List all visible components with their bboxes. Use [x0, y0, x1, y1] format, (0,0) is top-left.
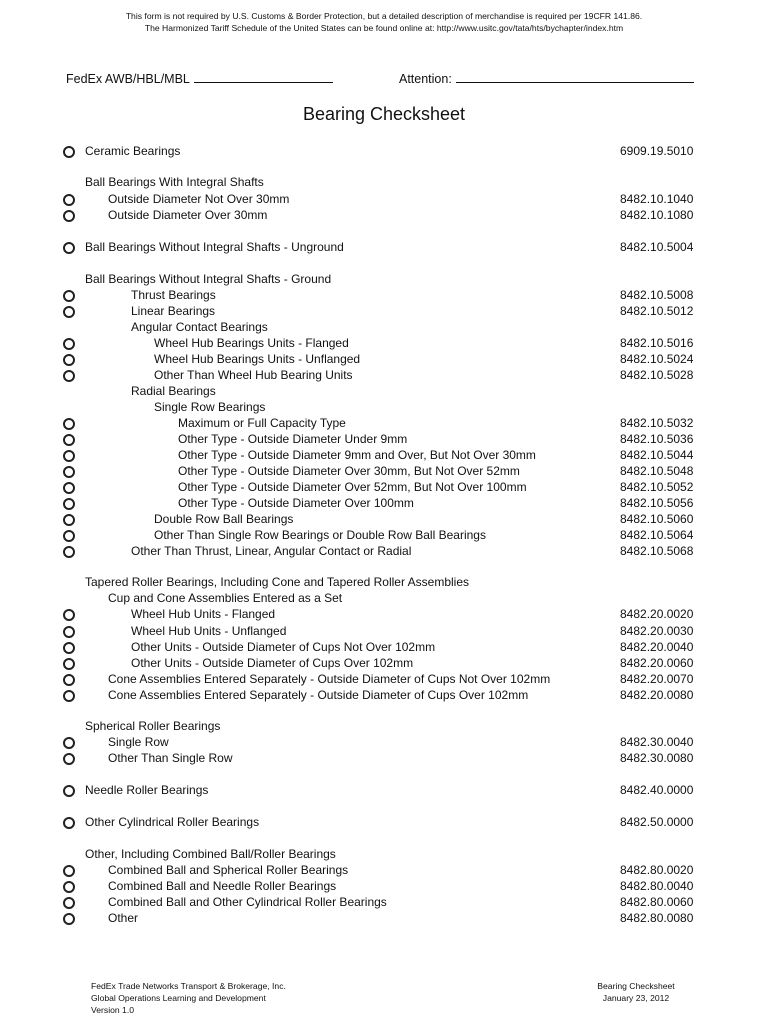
- hts-code: 8482.50.0000: [620, 815, 694, 829]
- category-heading: Ball Bearings Without Integral Shafts - Ground: [85, 272, 332, 286]
- footer-date: January 23, 2012: [602, 993, 670, 1003]
- item-label: Other Than Single Row: [108, 751, 233, 765]
- radio-button[interactable]: [63, 210, 75, 222]
- radio-button[interactable]: [63, 498, 75, 510]
- item-label: Other Cylindrical Roller Bearings: [85, 815, 260, 829]
- item-label: Other Type - Outside Diameter Over 30mm, But Not Over 52mm: [178, 464, 520, 478]
- radio-button[interactable]: [63, 642, 75, 654]
- hts-code: 8482.10.5064: [620, 528, 694, 542]
- radio-button[interactable]: [63, 658, 75, 670]
- item-label: Double Row Ball Bearings: [154, 512, 294, 526]
- radio-button[interactable]: [63, 546, 75, 558]
- item-label: Ceramic Bearings: [85, 144, 181, 158]
- checklist-row[interactable]: [0, 447, 768, 463]
- checklist-row[interactable]: [0, 367, 768, 383]
- radio-button[interactable]: [63, 354, 75, 366]
- checklist-row[interactable]: [0, 527, 768, 543]
- checklist-row[interactable]: [0, 814, 768, 830]
- hts-code: 8482.10.5008: [620, 288, 694, 302]
- item-label: Other Type - Outside Diameter Over 100mm: [178, 496, 414, 510]
- item-label: Thrust Bearings: [131, 288, 216, 302]
- hts-code: 8482.80.0060: [620, 895, 694, 909]
- hts-code: 8482.10.5032: [620, 416, 694, 430]
- checklist-row[interactable]: [0, 639, 768, 655]
- footer-doc-info: [560, 980, 712, 1004]
- item-label: Other Than Single Row Bearings or Double Row Ball Bearings: [154, 528, 486, 542]
- checklist-row[interactable]: [0, 207, 768, 223]
- attention-label: Attention:: [399, 72, 452, 86]
- customs-notice-line-2: The Harmonized Tariff Schedule of the United States can be found online at: http://www.usitc.gov/tata/hts/bychapter/index.htm: [144, 23, 624, 33]
- checklist-row[interactable]: [0, 606, 768, 622]
- radio-button[interactable]: [63, 418, 75, 430]
- hts-code: 8482.10.5016: [620, 336, 694, 350]
- hts-code: 8482.10.1080: [620, 208, 694, 222]
- hts-code: 8482.10.5024: [620, 352, 694, 366]
- radio-button[interactable]: [63, 194, 75, 206]
- footer-doc-name: Bearing Checksheet: [597, 981, 675, 991]
- checklist-row[interactable]: [0, 479, 768, 495]
- checklist-row: [0, 174, 768, 190]
- item-label: Outside Diameter Over 30mm: [108, 208, 268, 222]
- hts-code: 8482.10.5048: [620, 464, 694, 478]
- hts-code: 8482.20.0070: [620, 672, 694, 686]
- item-label: Outside Diameter Not Over 30mm: [108, 192, 290, 206]
- radio-button[interactable]: [63, 897, 75, 909]
- item-label: Wheel Hub Bearings Units - Flanged: [154, 336, 349, 350]
- checklist-row[interactable]: [0, 655, 768, 671]
- category-heading: Spherical Roller Bearings: [85, 719, 221, 733]
- checklist-row[interactable]: [0, 239, 768, 255]
- hts-code: 8482.10.5052: [620, 480, 694, 494]
- radio-button[interactable]: [63, 514, 75, 526]
- checklist-row[interactable]: [0, 910, 768, 926]
- checklist-row[interactable]: [0, 878, 768, 894]
- radio-button[interactable]: [63, 609, 75, 621]
- hts-code: 6909.19.5010: [620, 144, 694, 158]
- item-label: Other Than Thrust, Linear, Angular Contact or Radial: [131, 544, 412, 558]
- hts-code: 8482.10.5068: [620, 544, 694, 558]
- radio-button[interactable]: [63, 626, 75, 638]
- category-heading: Other, Including Combined Ball/Roller Bearings: [85, 847, 336, 861]
- checklist-row: [0, 271, 768, 287]
- checklist-row[interactable]: [0, 623, 768, 639]
- radio-button[interactable]: [63, 785, 75, 797]
- item-label: Other Than Wheel Hub Bearing Units: [154, 368, 353, 382]
- category-heading: Tapered Roller Bearings, Including Cone and Tapered Roller Assemblies: [85, 575, 469, 589]
- radio-button[interactable]: [63, 674, 75, 686]
- hts-code: 8482.10.5004: [620, 240, 694, 254]
- item-label: Wheel Hub Bearings Units - Unflanged: [154, 352, 361, 366]
- item-label: Other Type - Outside Diameter Under 9mm: [178, 432, 408, 446]
- checklist-row[interactable]: [0, 894, 768, 910]
- attention-field[interactable]: [399, 70, 694, 86]
- awb-blank-line[interactable]: [194, 70, 333, 83]
- page-title: Bearing Checksheet: [302, 104, 466, 124]
- hts-code: 8482.10.5060: [620, 512, 694, 526]
- checklist-row[interactable]: [0, 862, 768, 878]
- radio-button[interactable]: [63, 881, 75, 893]
- item-label: Cone Assemblies Entered Separately - Outside Diameter of Cups Not Over 102mm: [108, 672, 551, 686]
- item-label: Maximum or Full Capacity Type: [178, 416, 346, 430]
- radio-button[interactable]: [63, 450, 75, 462]
- checklist-row[interactable]: [0, 335, 768, 351]
- hts-code: 8482.20.0060: [620, 656, 694, 670]
- footer-company: FedEx Trade Networks Transport & Brokerage, Inc.: [91, 981, 286, 991]
- radio-button[interactable]: [63, 242, 75, 254]
- checklist-row[interactable]: [0, 782, 768, 798]
- hts-code: 8482.20.0020: [620, 607, 694, 621]
- category-heading: Angular Contact Bearings: [131, 320, 268, 334]
- checklist-row[interactable]: [0, 511, 768, 527]
- radio-button[interactable]: [63, 482, 75, 494]
- checklist-row: [0, 574, 768, 590]
- category-heading: Ball Bearings With Integral Shafts: [85, 175, 264, 189]
- awb-label: FedEx AWB/HBL/MBL: [66, 72, 190, 86]
- radio-button[interactable]: [63, 146, 75, 158]
- hts-code: 8482.80.0020: [620, 863, 694, 877]
- checklist-row: [0, 718, 768, 734]
- item-label: Linear Bearings: [131, 304, 216, 318]
- checklist-row[interactable]: [0, 191, 768, 207]
- footer-department: Global Operations Learning and Development: [91, 993, 266, 1003]
- checklist-row: [0, 319, 768, 335]
- checklist-row[interactable]: [0, 303, 768, 319]
- radio-button[interactable]: [63, 865, 75, 877]
- checklist-row[interactable]: [0, 415, 768, 431]
- awb-field[interactable]: [66, 70, 333, 86]
- footer-version: Version 1.0: [91, 1005, 134, 1015]
- attention-blank-line[interactable]: [456, 70, 694, 83]
- item-label: Combined Ball and Other Cylindrical Roller Bearings: [108, 895, 387, 909]
- item-label: Combined Ball and Spherical Roller Bearings: [108, 863, 349, 877]
- checklist-row[interactable]: [0, 463, 768, 479]
- item-label: Needle Roller Bearings: [85, 783, 209, 797]
- radio-button[interactable]: [63, 290, 75, 302]
- item-label: Other Type - Outside Diameter Over 52mm, But Not Over 100mm: [178, 480, 527, 494]
- hts-code: 8482.30.0040: [620, 735, 694, 749]
- checklist-row[interactable]: [0, 431, 768, 447]
- footer-company-info: [91, 980, 286, 1016]
- category-heading: Single Row Bearings: [154, 400, 266, 414]
- hts-code: 8482.10.5012: [620, 304, 694, 318]
- checklist-row: [0, 383, 768, 399]
- item-label: Other Units - Outside Diameter of Cups Over 102mm: [131, 656, 414, 670]
- checklist-row[interactable]: [0, 687, 768, 703]
- radio-button[interactable]: [63, 466, 75, 478]
- customs-notice-line-1: This form is not required by U.S. Customs & Border Protection, but a detailed description of merchandise is required per 19CFR 141.86.: [125, 11, 643, 21]
- hts-code: 8482.10.1040: [620, 192, 694, 206]
- radio-button[interactable]: [63, 753, 75, 765]
- item-label: Other: [108, 911, 139, 925]
- category-heading: Cup and Cone Assemblies Entered as a Set: [108, 591, 343, 605]
- hts-code: 8482.40.0000: [620, 783, 694, 797]
- checklist-row: [0, 399, 768, 415]
- radio-button[interactable]: [63, 530, 75, 542]
- radio-button[interactable]: [63, 690, 75, 702]
- checklist-row[interactable]: [0, 671, 768, 687]
- radio-button[interactable]: [63, 338, 75, 350]
- item-label: Wheel Hub Units - Unflanged: [131, 624, 287, 638]
- checklist-row: [0, 846, 768, 862]
- radio-button[interactable]: [63, 370, 75, 382]
- hts-code: 8482.20.0030: [620, 624, 694, 638]
- checklist-row[interactable]: [0, 750, 768, 766]
- hts-code: 8482.10.5028: [620, 368, 694, 382]
- checklist-row[interactable]: [0, 287, 768, 303]
- checklist-row[interactable]: [0, 734, 768, 750]
- hts-code: 8482.10.5036: [620, 432, 694, 446]
- hts-code: 8482.10.5044: [620, 448, 694, 462]
- hts-code: 8482.20.0040: [620, 640, 694, 654]
- category-heading: Radial Bearings: [131, 384, 216, 398]
- item-label: Other Type - Outside Diameter 9mm and Over, But Not Over 30mm: [178, 448, 536, 462]
- radio-button[interactable]: [63, 306, 75, 318]
- radio-button[interactable]: [63, 737, 75, 749]
- checklist-row[interactable]: [0, 143, 768, 159]
- hts-code: 8482.10.5056: [620, 496, 694, 510]
- item-label: Single Row: [108, 735, 169, 749]
- radio-button[interactable]: [63, 434, 75, 446]
- hts-code: 8482.20.0080: [620, 688, 694, 702]
- checklist-row[interactable]: [0, 351, 768, 367]
- item-label: Other Units - Outside Diameter of Cups Not Over 102mm: [131, 640, 436, 654]
- hts-code: 8482.30.0080: [620, 751, 694, 765]
- item-label: Combined Ball and Needle Roller Bearings: [108, 879, 337, 893]
- checklist-row[interactable]: [0, 495, 768, 511]
- item-label: Ball Bearings Without Integral Shafts - Unground: [85, 240, 344, 254]
- hts-code: 8482.80.0040: [620, 879, 694, 893]
- item-label: Wheel Hub Units - Flanged: [131, 607, 276, 621]
- checklist-row[interactable]: [0, 543, 768, 559]
- item-label: Cone Assemblies Entered Separately - Outside Diameter of Cups Over 102mm: [108, 688, 529, 702]
- radio-button[interactable]: [63, 817, 75, 829]
- checklist-row: [0, 590, 768, 606]
- hts-code: 8482.80.0080: [620, 911, 694, 925]
- radio-button[interactable]: [63, 913, 75, 925]
